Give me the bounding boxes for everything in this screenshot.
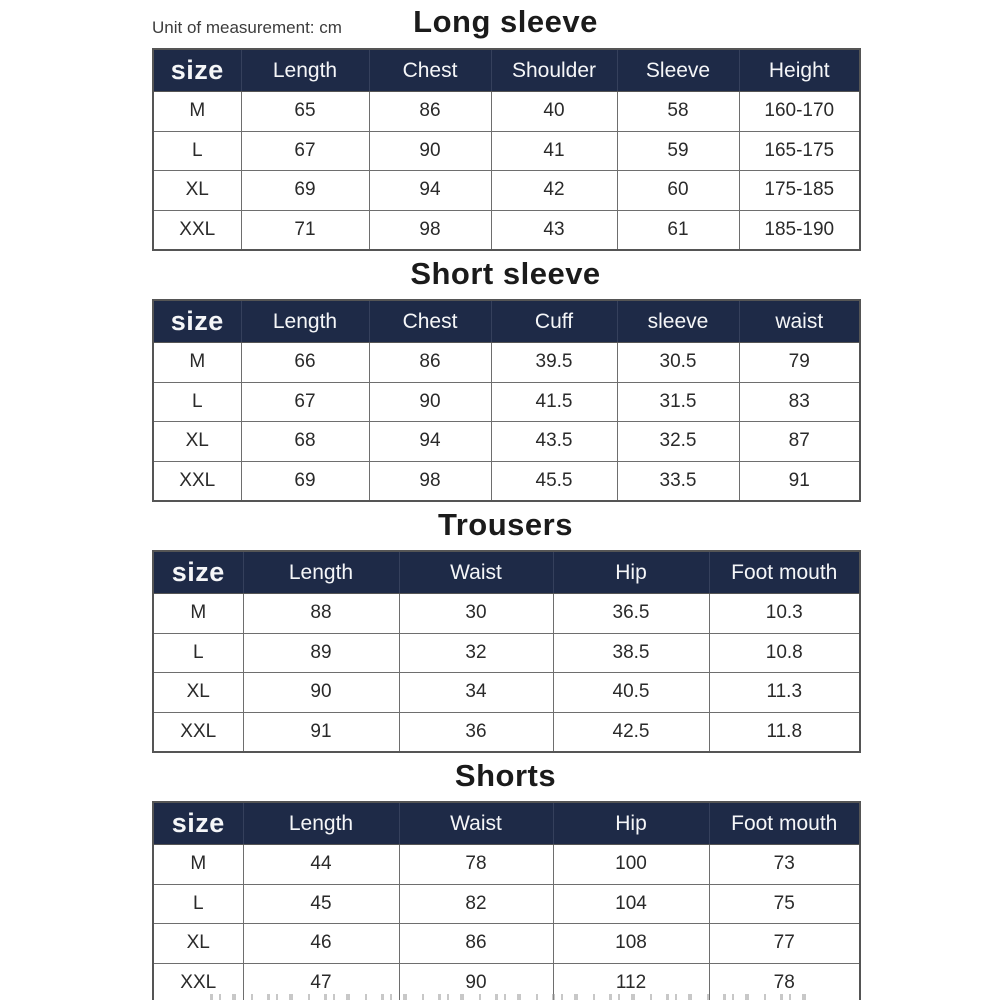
size-table-shorts <box>152 801 861 1000</box>
header-cell: Foot mouth <box>709 802 860 845</box>
value-cell: 61 <box>617 210 739 250</box>
value-cell: 68 <box>241 422 369 462</box>
size-cell: M <box>153 343 241 383</box>
value-cell: 67 <box>241 131 369 171</box>
header-cell: Chest <box>369 300 491 343</box>
clipped-footnote-text <box>210 994 810 1000</box>
table-row <box>153 633 860 673</box>
value-cell: 86 <box>369 92 491 132</box>
table-row <box>153 712 860 752</box>
header-cell: Hip <box>553 802 709 845</box>
header-cell: Length <box>243 802 399 845</box>
header-row <box>153 551 860 594</box>
header-cell: Shoulder <box>491 49 617 92</box>
value-cell: 10.3 <box>709 594 860 634</box>
table-row <box>153 210 860 250</box>
value-cell: 104 <box>553 884 709 924</box>
value-cell: 89 <box>243 633 399 673</box>
value-cell: 69 <box>241 461 369 501</box>
value-cell: 60 <box>617 171 739 211</box>
value-cell: 175-185 <box>739 171 860 211</box>
value-cell: 66 <box>241 343 369 383</box>
value-cell: 65 <box>241 92 369 132</box>
value-cell: 45 <box>243 884 399 924</box>
table-row <box>153 131 860 171</box>
size-table-long-sleeve <box>152 48 861 251</box>
value-cell: 11.3 <box>709 673 860 713</box>
size-cell: L <box>153 382 241 422</box>
value-cell: 82 <box>399 884 553 924</box>
size-cell: M <box>153 845 243 885</box>
header-cell: size <box>153 802 243 845</box>
size-cell: XXL <box>153 210 241 250</box>
header-row <box>153 802 860 845</box>
size-cell: M <box>153 92 241 132</box>
header-cell: Length <box>241 49 369 92</box>
value-cell: 185-190 <box>739 210 860 250</box>
value-cell: 73 <box>709 845 860 885</box>
table-row <box>153 924 860 964</box>
value-cell: 83 <box>739 382 860 422</box>
value-cell: 39.5 <box>491 343 617 383</box>
value-cell: 100 <box>553 845 709 885</box>
value-cell: 44 <box>243 845 399 885</box>
value-cell: 88 <box>243 594 399 634</box>
value-cell: 91 <box>243 712 399 752</box>
value-cell: 165-175 <box>739 131 860 171</box>
value-cell: 67 <box>241 382 369 422</box>
size-table-trousers <box>152 550 861 753</box>
section-head-shorts <box>152 755 859 797</box>
value-cell: 58 <box>617 92 739 132</box>
value-cell: 90 <box>369 131 491 171</box>
header-cell: waist <box>739 300 860 343</box>
value-cell: 78 <box>399 845 553 885</box>
size-cell: XXL <box>153 712 243 752</box>
value-cell: 40.5 <box>553 673 709 713</box>
value-cell: 34 <box>399 673 553 713</box>
size-cell: XL <box>153 924 243 964</box>
value-cell: 30.5 <box>617 343 739 383</box>
header-cell: Cuff <box>491 300 617 343</box>
header-row <box>153 49 860 92</box>
header-cell: Hip <box>553 551 709 594</box>
value-cell: 98 <box>369 210 491 250</box>
header-cell: Waist <box>399 551 553 594</box>
value-cell: 11.8 <box>709 712 860 752</box>
value-cell: 91 <box>739 461 860 501</box>
section-head-trousers <box>152 504 859 546</box>
size-cell: XL <box>153 171 241 211</box>
value-cell: 43 <box>491 210 617 250</box>
header-cell: Waist <box>399 802 553 845</box>
value-cell: 86 <box>399 924 553 964</box>
value-cell: 31.5 <box>617 382 739 422</box>
header-cell: Length <box>243 551 399 594</box>
header-cell: size <box>153 49 241 92</box>
value-cell: 98 <box>369 461 491 501</box>
size-cell: XL <box>153 422 241 462</box>
value-cell: 77 <box>709 924 860 964</box>
size-cell: XXL <box>153 963 243 1000</box>
header-cell: size <box>153 551 243 594</box>
table-row <box>153 884 860 924</box>
value-cell: 41 <box>491 131 617 171</box>
value-cell: 87 <box>739 422 860 462</box>
value-cell: 42 <box>491 171 617 211</box>
value-cell: 38.5 <box>553 633 709 673</box>
value-cell: 59 <box>617 131 739 171</box>
value-cell: 90 <box>399 963 553 1000</box>
value-cell: 41.5 <box>491 382 617 422</box>
header-cell: sleeve <box>617 300 739 343</box>
value-cell: 46 <box>243 924 399 964</box>
table-row <box>153 382 860 422</box>
table-row <box>153 673 860 713</box>
value-cell: 42.5 <box>553 712 709 752</box>
value-cell: 79 <box>739 343 860 383</box>
table-row <box>153 845 860 885</box>
header-cell: Height <box>739 49 860 92</box>
value-cell: 71 <box>241 210 369 250</box>
header-cell: size <box>153 300 241 343</box>
section-head-short-sleeve <box>152 253 859 295</box>
header-row <box>153 300 860 343</box>
value-cell: 43.5 <box>491 422 617 462</box>
value-cell: 69 <box>241 171 369 211</box>
size-cell: XL <box>153 673 243 713</box>
table-row <box>153 422 860 462</box>
table-row <box>153 92 860 132</box>
header-cell: Length <box>241 300 369 343</box>
header-cell: Foot mouth <box>709 551 860 594</box>
header-cell: Chest <box>369 49 491 92</box>
value-cell: 94 <box>369 171 491 211</box>
value-cell: 86 <box>369 343 491 383</box>
size-table-short-sleeve <box>152 299 861 502</box>
section-head-long-sleeve <box>152 0 859 44</box>
value-cell: 75 <box>709 884 860 924</box>
value-cell: 10.8 <box>709 633 860 673</box>
value-cell: 40 <box>491 92 617 132</box>
section-title-shorts: Shorts <box>454 758 557 793</box>
table-row <box>153 343 860 383</box>
size-cell: L <box>153 884 243 924</box>
table-row <box>153 461 860 501</box>
value-cell: 78 <box>709 963 860 1000</box>
size-cell: L <box>153 633 243 673</box>
value-cell: 47 <box>243 963 399 1000</box>
value-cell: 32 <box>399 633 553 673</box>
value-cell: 30 <box>399 594 553 634</box>
value-cell: 45.5 <box>491 461 617 501</box>
value-cell: 90 <box>369 382 491 422</box>
table-row <box>153 171 860 211</box>
value-cell: 94 <box>369 422 491 462</box>
value-cell: 112 <box>553 963 709 1000</box>
value-cell: 36.5 <box>553 594 709 634</box>
section-title-long-sleeve: Long sleeve <box>413 4 598 39</box>
size-chart-content <box>152 0 859 1000</box>
unit-note: Unit of measurement: cm <box>152 18 342 37</box>
section-title-short-sleeve: Short sleeve <box>410 256 601 291</box>
table-row <box>153 594 860 634</box>
value-cell: 36 <box>399 712 553 752</box>
value-cell: 32.5 <box>617 422 739 462</box>
size-cell: XXL <box>153 461 241 501</box>
header-cell: Sleeve <box>617 49 739 92</box>
size-cell: L <box>153 131 241 171</box>
value-cell: 160-170 <box>739 92 860 132</box>
section-title-trousers: Trousers <box>438 507 573 542</box>
value-cell: 90 <box>243 673 399 713</box>
value-cell: 108 <box>553 924 709 964</box>
size-cell: M <box>153 594 243 634</box>
value-cell: 33.5 <box>617 461 739 501</box>
